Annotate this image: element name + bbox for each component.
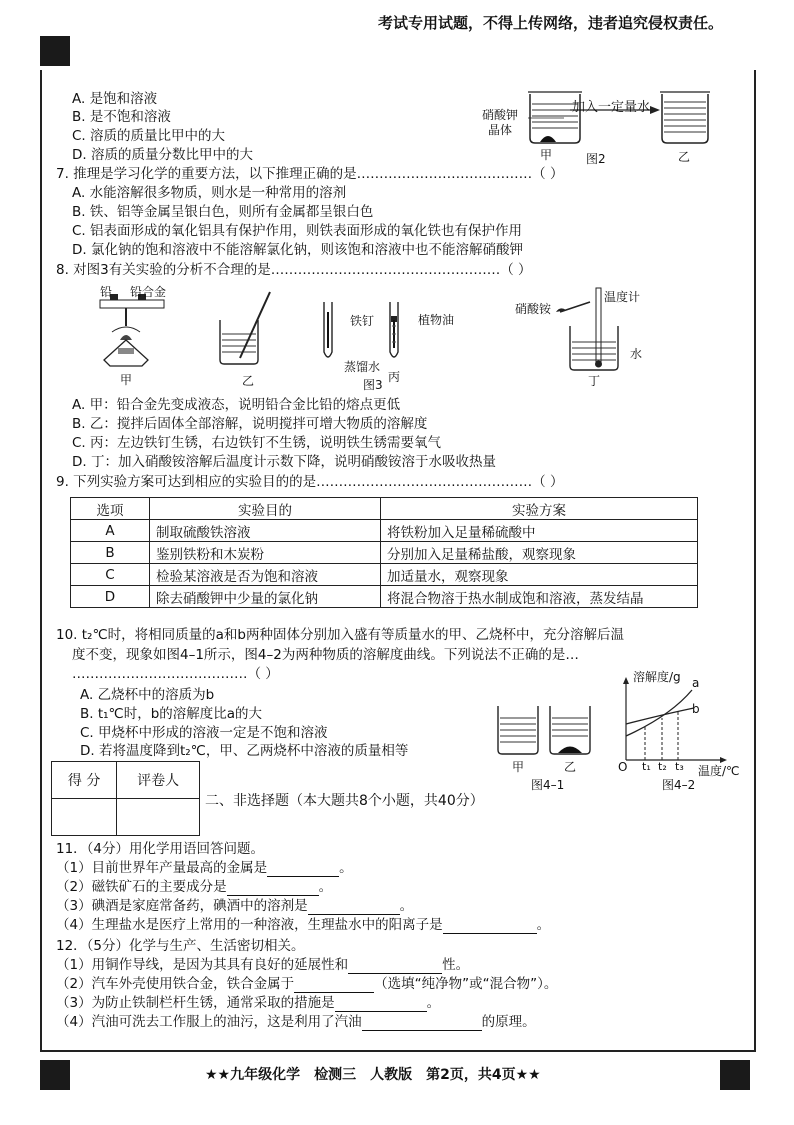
fig3-yi: 乙 xyxy=(242,374,255,388)
q12-stem: 12．（5分）化学与生产、生活密切相关。 xyxy=(56,938,305,954)
fig2-arrow-text: 加入一定量水 xyxy=(572,100,651,115)
fig3-water-d: 蒸馏水 xyxy=(344,360,381,374)
fig3-nail: 铁钉 xyxy=(350,314,375,328)
fig4-2-origin: O xyxy=(618,760,628,774)
fig3-water: 水 xyxy=(630,347,643,361)
curve-a xyxy=(626,690,692,736)
fig2-label-crystal: 硝酸钾 xyxy=(482,108,519,122)
beaker-jia-4-1 xyxy=(498,706,538,754)
q9-table xyxy=(70,497,698,608)
score-box xyxy=(51,761,200,836)
fig3-ammonium: 硝酸铵 xyxy=(515,302,552,316)
q6-option-a: A. 是饱和溶液 xyxy=(72,91,158,107)
q9-stem: 9. 下列实验方案可达到相应的实验目的的是…………………………………………（ ） xyxy=(56,474,564,490)
fig2-label-crystal2: 晶体 xyxy=(488,123,513,137)
q12-item-2: （2）汽车外壳使用铁合金，铁合金属于 （选填“纯净物”或“混合物”）。 xyxy=(56,976,558,992)
fig4-1-yi: 乙 xyxy=(564,760,577,774)
q11-answer-2[interactable] xyxy=(227,881,319,896)
q10-stem-line3: …………………………………（ ） xyxy=(72,666,279,682)
figure-4-2 xyxy=(610,676,730,766)
q12-answer-4[interactable] xyxy=(362,1016,482,1031)
corner-mark-bottom-right xyxy=(720,1060,750,1090)
q11-item-2: （2）磁铁矿石的主要成分是 。 xyxy=(56,879,333,895)
fig4-2-b: b xyxy=(692,702,700,716)
fig2-jia: 甲 xyxy=(540,148,553,162)
fig4-1-caption: 图4–1 xyxy=(531,778,565,792)
q8-option-c: C. 丙：左边铁钉生锈，右边铁钉不生锈，说明铁生锈需要氧气 xyxy=(72,435,442,451)
q12-item-3: （3）为防止铁制栏杆生锈，通常采取的措施是 。 xyxy=(56,995,441,1011)
apparatus-bing xyxy=(324,302,398,357)
table-header-row xyxy=(71,498,698,520)
q12-item-1: （1）用铜作导线，是因为其具有良好的延展性和 性。 xyxy=(56,957,470,973)
grader-field[interactable] xyxy=(117,799,200,836)
fig2-caption: 图2 xyxy=(586,152,606,166)
q6-option-d: D. 溶质的质量分数比甲中的大 xyxy=(72,147,253,163)
q12-answer-3[interactable] xyxy=(335,997,427,1012)
q10-option-b: B. t₁℃时，b的溶解度比a的大 xyxy=(80,706,263,722)
q11-item-4: （4）生理盐水是医疗上常用的一种溶液，生理盐水中的阳离子是 。 xyxy=(56,917,551,933)
q11-item-3: （3）碘酒是家庭常备药，碘酒中的溶剂是 。 xyxy=(56,898,414,914)
fig4-2-xlabel: 温度/℃ xyxy=(698,764,740,778)
corner-mark-bottom-left xyxy=(40,1060,70,1090)
corner-mark-top-left xyxy=(40,36,70,66)
fig4-2-a: a xyxy=(692,676,700,690)
q7-option-c: C. 铝表面形成的氧化铝具有保护作用，则铁表面形成的氧化铁也有保护作用 xyxy=(72,223,523,239)
q11-answer-1[interactable] xyxy=(267,862,339,877)
col-purpose: 实验目的 xyxy=(150,498,381,520)
fig3-bing: 丙 xyxy=(388,370,401,384)
fig3-ding: 丁 xyxy=(588,374,601,388)
q8-option-d: D. 丁：加入硝酸铵溶解后温度计示数下降，说明硝酸铵溶于水吸收热量 xyxy=(72,454,496,470)
fig3-lead: 铅 xyxy=(100,285,113,299)
undissolved-solid xyxy=(558,747,582,754)
fig3-thermo: 温度计 xyxy=(604,290,641,304)
q7-option-a: A. 水能溶解很多物质，则水是一种常用的溶剂 xyxy=(72,185,347,201)
apparatus-yi xyxy=(220,292,270,364)
apparatus-jia xyxy=(100,294,164,366)
fig4-2-ylabel: 溶解度/g xyxy=(633,670,681,684)
header-notice: 考试专用试题，不得上传网络，违者追究侵权责任。 xyxy=(378,14,724,32)
page-footer: ★★九年级化学 检测三 人教版 第2页，共4页★★ xyxy=(205,1067,541,1083)
q10-stem-line2: 度不变，现象如图4–1所示，图4–2为两种物质的溶解度曲线。下列说法不正确的是… xyxy=(72,647,579,663)
q8-option-a: A. 甲：铅合金先变成液态，说明铅合金比铅的熔点更低 xyxy=(72,397,401,413)
section-2-title: 二、非选择题（本大题共8个小题，共40分） xyxy=(205,793,484,809)
score-field[interactable] xyxy=(52,799,117,836)
score-label: 得 分 xyxy=(52,762,117,799)
fig3-jia: 甲 xyxy=(120,373,133,387)
q10-option-a: A. 乙烧杯中的溶质为b xyxy=(80,687,215,703)
fig3-caption: 图3 xyxy=(363,378,383,392)
q8-stem: 8. 对图3有关实验的分析不合理的是……………………………………………（ ） xyxy=(56,262,532,278)
arrow-head xyxy=(650,106,660,114)
q7-option-b: B. 铁、铝等金属呈银白色，则所有金属都呈银白色 xyxy=(72,204,374,220)
q12-answer-2[interactable] xyxy=(294,978,374,993)
fig3-alloy: 铅合金 xyxy=(130,285,167,299)
q11-item-1: （1）目前世界年产量最高的金属是 。 xyxy=(56,860,353,876)
q7-option-d: D. 氯化钠的饱和溶液中不能溶解氯化钠，则该饱和溶液中也不能溶解硝酸钾 xyxy=(72,242,523,258)
q11-answer-4[interactable] xyxy=(443,919,537,934)
q7-stem: 7. 推理是学习化学的重要方法，以下推理正确的是…………………………………（ ） xyxy=(56,166,564,182)
figure-4-1 xyxy=(494,702,594,758)
table-row: C 检验某溶液是否为饱和溶液 加适量水，观察现象 xyxy=(71,564,698,586)
table-row: D 除去硝酸钾中少量的氯化钠 将混合物溶于热水制成饱和溶液，蒸发结晶 xyxy=(71,586,698,608)
fig4-2-caption: 图4–2 xyxy=(662,778,696,792)
crystal-pile xyxy=(540,136,556,142)
col-option: 选项 xyxy=(71,498,150,520)
q10-option-c: C. 甲烧杯中形成的溶液一定是不饱和溶液 xyxy=(80,725,328,741)
q12-item-4: （4）汽油可洗去工作服上的油污，这是利用了汽油 的原理。 xyxy=(56,1014,536,1030)
fig4-2-t3: t₃ xyxy=(675,760,684,773)
grader-label: 评卷人 xyxy=(117,762,200,799)
fig2-yi: 乙 xyxy=(678,150,691,164)
q6-option-b: B. 是不饱和溶液 xyxy=(72,109,171,125)
q10-stem-line1: 10. t₂℃时，将相同质量的a和b两种固体分别加入盛有等质量水的甲、乙烧杯中，充分溶解后温 xyxy=(56,627,624,643)
fig4-2-t2: t₂ xyxy=(658,760,667,773)
q11-answer-3[interactable] xyxy=(308,900,400,915)
fig4-1-jia: 甲 xyxy=(512,760,525,774)
q8-option-b: B. 乙：搅拌后固体全部溶解，说明搅拌可增大物质的溶解度 xyxy=(72,416,428,432)
col-plan: 实验方案 xyxy=(381,498,698,520)
q10-option-d: D. 若将温度降到t₂℃，甲、乙两烧杯中溶液的质量相等 xyxy=(80,743,409,759)
q11-stem: 11．（4分）用化学用语回答问题。 xyxy=(56,841,265,857)
beaker-yi xyxy=(660,92,710,143)
curve-b xyxy=(626,708,694,724)
fig4-2-t1: t₁ xyxy=(642,760,651,773)
fig3-oil: 植物油 xyxy=(418,313,455,327)
table-row: B 鉴别铁粉和木炭粉 分别加入足量稀盐酸，观察现象 xyxy=(71,542,698,564)
q6-option-c: C. 溶质的质量比甲中的大 xyxy=(72,128,226,144)
beaker-yi-4-1 xyxy=(550,706,590,754)
q12-answer-1[interactable] xyxy=(348,959,442,974)
table-row: A 制取硫酸铁溶液 将铁粉加入足量稀硫酸中 xyxy=(71,520,698,542)
